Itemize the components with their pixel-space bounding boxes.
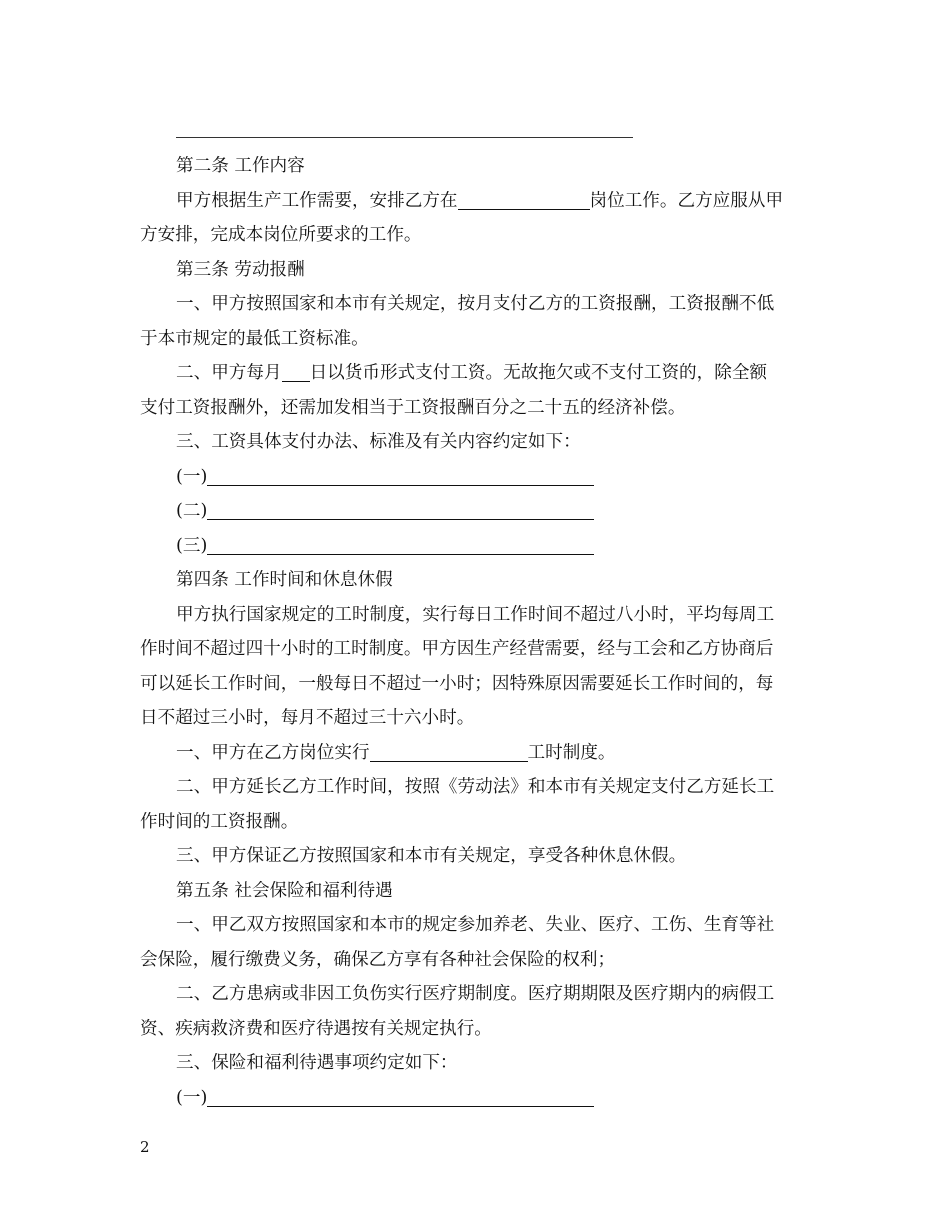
document-line [140,460,810,495]
fill-in-blank [458,189,590,210]
line-text: 作时间的工资报酬。 [140,811,299,832]
document-line [140,1012,810,1047]
line-text: 二、乙方患病或非因工负伤实行医疗期制度。医疗期期限及医疗期内的病假工 [176,984,775,1004]
line-text: (三) [176,535,208,556]
line-text: 第五条 社会保险和福利待遇 [176,880,393,901]
line-text: 于本市规定的最低工资标准。 [140,328,369,349]
line-text: 会保险，履行缴费义务，确保乙方享有各种社会保险的权利； [140,949,616,970]
document-line [140,736,810,771]
page-number: 2 [140,1138,150,1156]
line-text: 三、保险和福利待遇事项约定如下： [176,1053,458,1073]
top-separator-line [176,137,633,138]
line-text: 日不超过三小时，每月不超过三十六小时。 [140,708,475,728]
document-line [140,943,810,978]
document-line [140,667,810,702]
document-line [140,1081,810,1116]
line-text: (一) [176,466,208,487]
line-text: 可以延长工作时间，一般每日不超过一小时；因特殊原因需要延长工作时间的，每 [140,673,774,694]
document-line [140,908,810,943]
line-text: 支付工资报酬外，还需加发相当于工资报酬百分之二十五的经济补偿。 [140,397,686,418]
document-line [140,1046,810,1081]
document-line [140,701,810,736]
line-text: 三、甲方保证乙方按照国家和本市有关规定，享受各种休息休假。 [176,846,687,866]
document-line [140,874,810,909]
line-text: (一) [176,1087,208,1108]
line-text: 岗位工作。乙方应服从甲 [589,190,784,211]
line-text: 二、甲方每月 [176,363,282,383]
document-line [140,805,810,840]
document-line [140,632,810,667]
document-line [140,253,810,288]
document-line [140,287,810,322]
line-text: 一、甲方按照国家和本市有关规定，按月支付乙方的工资报酬，工资报酬不低 [176,294,775,314]
document-line [140,184,810,219]
line-text: 甲方执行国家规定的工时制度，实行每日工作时间不超过八小时，平均每周工 [176,604,775,625]
document-line [140,218,810,253]
line-text: 二、甲方延长乙方工作时间，按照《劳动法》和本市有关规定支付乙方延长工 [176,777,775,797]
line-text: 日以货币形式支付工资。无故拖欠或不支付工资的，除全额 [309,363,768,383]
document-body [140,149,810,1115]
line-text: 方安排，完成本岗位所要求的工作。 [140,225,422,245]
line-text: (二) [176,501,208,521]
fill-in-blank [207,465,594,486]
document-line [140,425,810,460]
document-line [140,770,810,805]
document-line [140,563,810,598]
line-text: 第三条 劳动报酬 [176,259,305,280]
document-line [140,598,810,633]
line-text: 第四条 工作时间和休息休假 [176,570,393,590]
document-line [140,529,810,564]
document-line [140,356,810,391]
line-text: 工时制度。 [527,742,616,763]
fill-in-blank [282,361,310,382]
document-line [140,322,810,357]
line-text: 一、甲乙双方按照国家和本市的规定参加养老、失业、医疗、工伤、生育等社 [176,915,775,935]
fill-in-blank [207,534,594,555]
document-line [140,149,810,184]
line-text: 资、疾病救济费和医疗待遇按有关规定执行。 [140,1018,492,1039]
line-text: 三、工资具体支付办法、标准及有关内容约定如下： [176,432,581,452]
line-text: 第二条 工作内容 [176,156,305,176]
document-line [140,839,810,874]
fill-in-blank [370,741,528,762]
document-line [140,391,810,426]
line-text: 一、甲方在乙方岗位实行 [176,742,370,763]
document-line [140,494,810,529]
line-text: 甲方根据生产工作需要，安排乙方在 [176,190,458,211]
fill-in-blank [207,1086,594,1107]
fill-in-blank [207,499,594,520]
document-line [140,977,810,1012]
line-text: 作时间不超过四十小时的工时制度。甲方因生产经营需要，经与工会和乙方协商后 [140,639,774,659]
